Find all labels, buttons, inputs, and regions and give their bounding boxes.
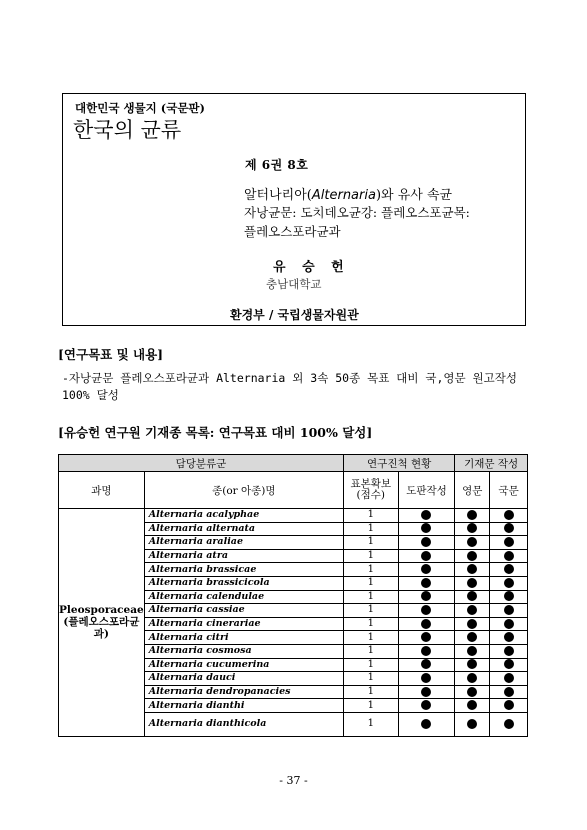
english-status (455, 590, 490, 604)
completed-dot-icon (504, 537, 514, 547)
completed-dot-icon (467, 523, 477, 533)
species-name: Alternaria cinerariae (144, 617, 343, 631)
header-taxa: 담당분류군 (59, 455, 344, 472)
specimen-count: 1 (343, 631, 398, 645)
column-illustration: 도판작성 (398, 472, 455, 509)
species-name: Alternaria atra (144, 549, 343, 563)
specimen-count: 1 (343, 672, 398, 686)
illustration-status (398, 644, 455, 658)
korean-status (490, 604, 528, 618)
english-status (455, 576, 490, 590)
korean-status (490, 522, 528, 536)
illustration-status (398, 631, 455, 645)
specimen-count: 1 (343, 509, 398, 523)
family-cell (59, 509, 145, 737)
korean-status (490, 576, 528, 590)
specimen-count: 1 (343, 590, 398, 604)
english-status (455, 699, 490, 713)
completed-dot-icon (467, 591, 477, 601)
completed-dot-icon (467, 578, 477, 588)
author-affiliation: 충남대학교 (266, 277, 322, 291)
completed-dot-icon (467, 605, 477, 615)
korean-status (490, 563, 528, 577)
english-status (455, 604, 490, 618)
specimen-count: 1 (343, 604, 398, 618)
species-name: Alternaria cucumerina (144, 658, 343, 672)
korean-status (490, 509, 528, 523)
english-status (455, 536, 490, 550)
english-status (455, 672, 490, 686)
korean-status (490, 617, 528, 631)
completed-dot-icon (504, 646, 514, 656)
completed-dot-icon (467, 646, 477, 656)
species-table (58, 454, 528, 737)
completed-dot-icon (504, 591, 514, 601)
title-box (62, 93, 526, 326)
specimen-count: 1 (343, 617, 398, 631)
illustration-status (398, 522, 455, 536)
subtitle: 알터나리아(Alternaria)와 유사 속균 (244, 188, 453, 203)
completed-dot-icon (467, 537, 477, 547)
illustration-status (398, 509, 455, 523)
species-name: Alternaria brassicicola (144, 576, 343, 590)
completed-dot-icon (504, 659, 514, 669)
author-name: 유 승 헌 (273, 260, 350, 275)
completed-dot-icon (421, 591, 431, 601)
completed-dot-icon (504, 673, 514, 683)
completed-dot-icon (467, 632, 477, 642)
publisher: 환경부 / 국립생물자원관 (230, 308, 359, 322)
completed-dot-icon (421, 551, 431, 561)
english-status (455, 617, 490, 631)
specimen-count: 1 (343, 522, 398, 536)
table-row (59, 509, 528, 523)
completed-dot-icon (504, 719, 514, 729)
english-status (455, 685, 490, 699)
english-status (455, 563, 490, 577)
column-family: 과명 (59, 472, 145, 509)
korean-status (490, 699, 528, 713)
specimen-count: 1 (343, 644, 398, 658)
korean-status (490, 549, 528, 563)
completed-dot-icon (421, 605, 431, 615)
completed-dot-icon (504, 551, 514, 561)
english-status (455, 522, 490, 536)
species-name: Alternaria dianthi (144, 699, 343, 713)
research-goal-text: -자낭균문 플레오스포라균과 Alternaria 외 3속 50종 목표 대비 국,영문 원고작성 100% 달성 (62, 371, 517, 402)
illustration-status (398, 712, 455, 736)
species-list-heading: [유승헌 연구원 기재종 목록: 연구목표 대비 100% 달성] (58, 425, 373, 440)
header-progress: 연구진척 현황 (343, 455, 454, 472)
completed-dot-icon (421, 564, 431, 574)
document-title: 한국의 균류 (73, 118, 182, 142)
completed-dot-icon (467, 564, 477, 574)
completed-dot-icon (467, 673, 477, 683)
illustration-status (398, 604, 455, 618)
specimen-count: 1 (343, 549, 398, 563)
illustration-status (398, 672, 455, 686)
illustration-status (398, 576, 455, 590)
completed-dot-icon (504, 605, 514, 615)
completed-dot-icon (504, 510, 514, 520)
completed-dot-icon (467, 719, 477, 729)
research-goal-heading: [연구목표 및 내용] (58, 347, 164, 362)
specimen-count: 1 (343, 576, 398, 590)
korean-status (490, 658, 528, 672)
completed-dot-icon (421, 523, 431, 533)
illustration-status (398, 658, 455, 672)
illustration-status (398, 549, 455, 563)
family-korean-name: (플레오스포라균과) (63, 616, 140, 641)
completed-dot-icon (421, 578, 431, 588)
specimen-count: 1 (343, 536, 398, 550)
classification-line-2: 플레오스포라균과 (244, 224, 341, 239)
specimen-count: 1 (343, 658, 398, 672)
english-status (455, 631, 490, 645)
subtitle-genus: Alternaria (311, 188, 376, 203)
completed-dot-icon (504, 619, 514, 629)
korean-status (490, 672, 528, 686)
completed-dot-icon (421, 700, 431, 710)
family-name: Pleosporaceae (59, 604, 144, 617)
korean-status (490, 685, 528, 699)
english-status (455, 509, 490, 523)
specimen-count: 1 (343, 563, 398, 577)
illustration-status (398, 563, 455, 577)
column-korean: 국문 (490, 472, 528, 509)
illustration-status (398, 617, 455, 631)
completed-dot-icon (467, 510, 477, 520)
completed-dot-icon (467, 551, 477, 561)
completed-dot-icon (467, 619, 477, 629)
illustration-status (398, 536, 455, 550)
completed-dot-icon (421, 659, 431, 669)
completed-dot-icon (467, 687, 477, 697)
completed-dot-icon (504, 687, 514, 697)
completed-dot-icon (504, 523, 514, 533)
illustration-status (398, 699, 455, 713)
species-name: Alternaria dauci (144, 672, 343, 686)
specimen-count: 1 (343, 712, 398, 736)
column-species: 종(or 아종)명 (144, 472, 343, 509)
korean-status (490, 644, 528, 658)
series-name: 대한민국 생물지 (국문판) (75, 101, 205, 115)
completed-dot-icon (421, 646, 431, 656)
completed-dot-icon (504, 564, 514, 574)
species-name: Alternaria citri (144, 631, 343, 645)
specimen-count: 1 (343, 699, 398, 713)
completed-dot-icon (504, 700, 514, 710)
column-specimens: 표본확보(점수) (343, 472, 398, 509)
completed-dot-icon (421, 619, 431, 629)
volume-number: 제 6권 8호 (245, 158, 309, 172)
species-name: Alternaria araliae (144, 536, 343, 550)
completed-dot-icon (421, 537, 431, 547)
korean-status (490, 590, 528, 604)
illustration-status (398, 590, 455, 604)
species-name: Alternaria dendropanacies (144, 685, 343, 699)
completed-dot-icon (421, 719, 431, 729)
species-name: Alternaria dianthicola (144, 712, 343, 736)
korean-status (490, 712, 528, 736)
completed-dot-icon (504, 632, 514, 642)
species-name: Alternaria cosmosa (144, 644, 343, 658)
header-description: 기재문 작성 (455, 455, 528, 472)
completed-dot-icon (504, 578, 514, 588)
column-english: 영문 (455, 472, 490, 509)
completed-dot-icon (467, 659, 477, 669)
species-name: Alternaria calendulae (144, 590, 343, 604)
completed-dot-icon (467, 700, 477, 710)
english-status (455, 658, 490, 672)
classification-line-1: 자낭균문: 도치데오균강: 플레오스포균목: (244, 205, 470, 220)
completed-dot-icon (421, 687, 431, 697)
species-name: Alternaria brassicae (144, 563, 343, 577)
completed-dot-icon (421, 510, 431, 520)
english-status (455, 644, 490, 658)
korean-status (490, 536, 528, 550)
page-number: - 37 - (279, 774, 308, 787)
korean-status (490, 631, 528, 645)
species-name: Alternaria acalyphae (144, 509, 343, 523)
completed-dot-icon (421, 632, 431, 642)
english-status (455, 549, 490, 563)
species-name: Alternaria alternata (144, 522, 343, 536)
species-name: Alternaria cassiae (144, 604, 343, 618)
specimen-count: 1 (343, 685, 398, 699)
english-status (455, 712, 490, 736)
illustration-status (398, 685, 455, 699)
completed-dot-icon (421, 673, 431, 683)
